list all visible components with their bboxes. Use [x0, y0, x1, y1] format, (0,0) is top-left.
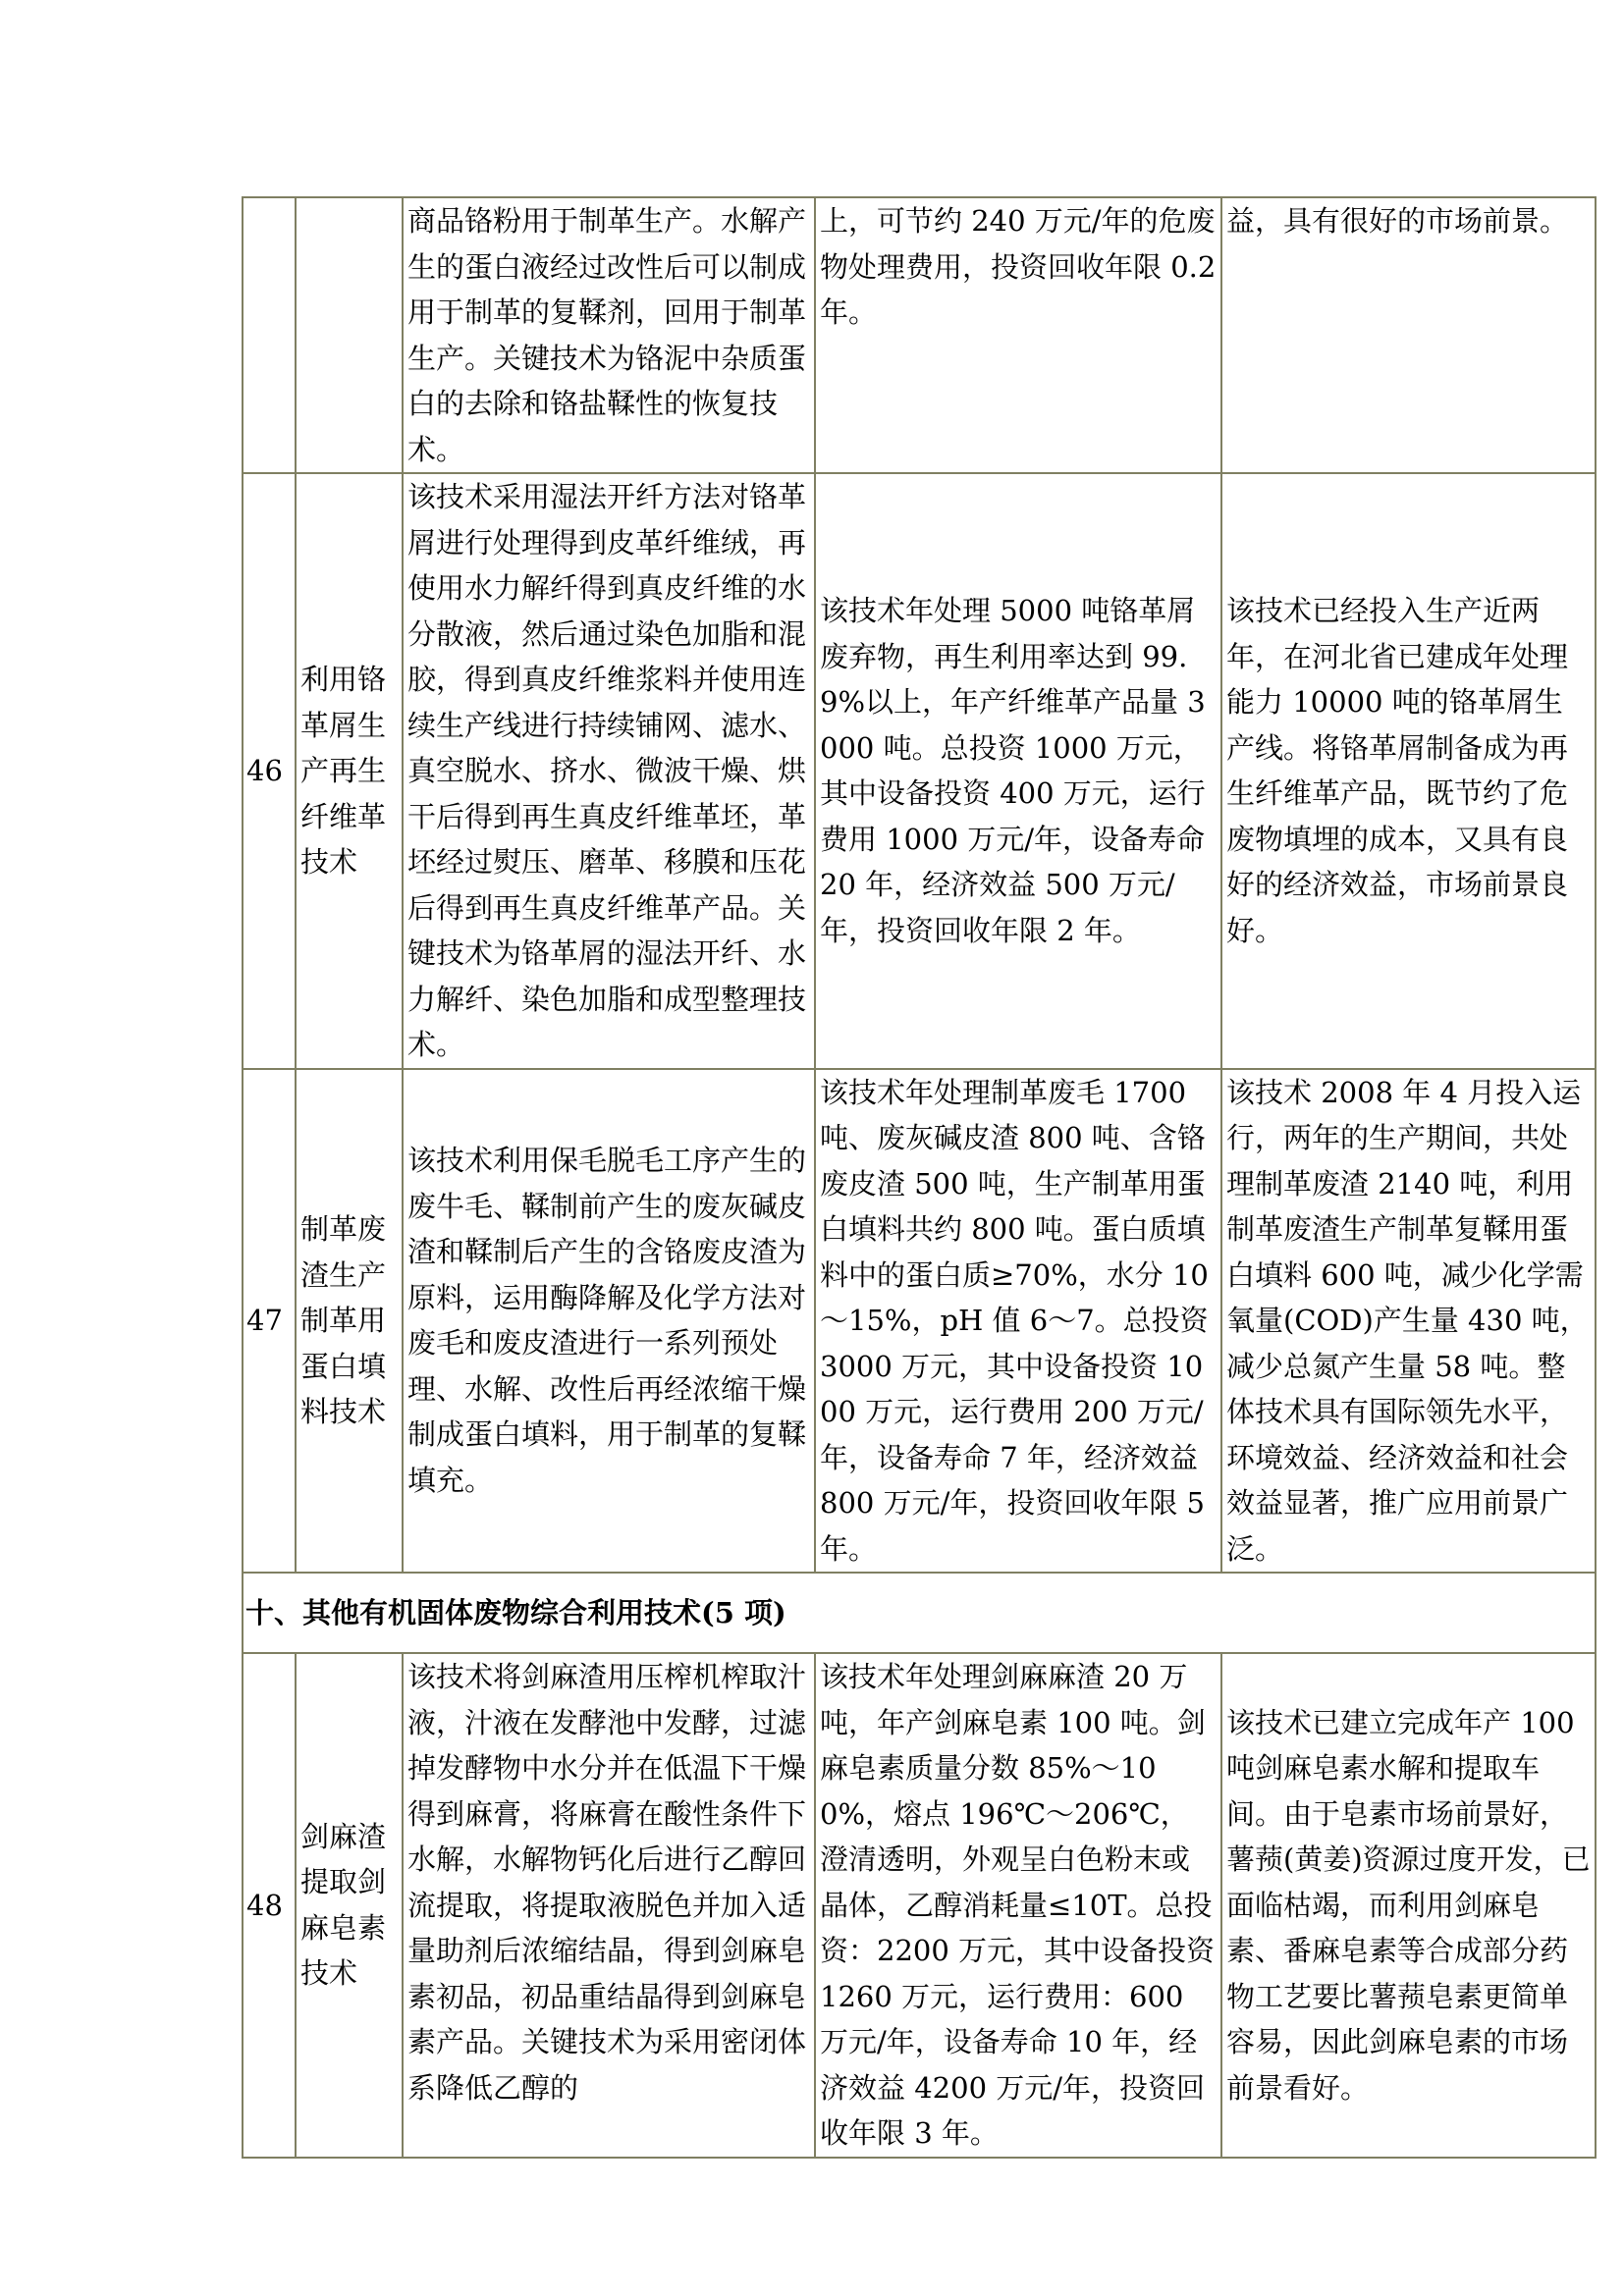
table-row-48	[243, 1653, 1596, 2158]
row-number: 46	[246, 754, 283, 787]
row-number: 47	[246, 1304, 283, 1337]
tech-indicators: 上，可节约 240 万元/年的危废物处理费用，投资回收年限 0.2 年。	[820, 204, 1217, 329]
tech-application-cell	[1221, 473, 1596, 1069]
tech-application: 该技术已经投入生产近两年，在河北省已建成年处理能力 10000 吨的铬革屑生产线。将铬革屑制备成为再生纤维革产品，既节约了危废物填埋的成本，又具有良好的经济效益，市场前景良好。	[1226, 594, 1569, 947]
tech-application: 益，具有很好的市场前景。	[1226, 204, 1569, 238]
section-heading-cell	[243, 1573, 1596, 1653]
tech-indicators-cell	[815, 197, 1221, 473]
tech-indicators: 该技术年处理 5000 吨铬革屑废弃物，再生利用率达到 99.9%以上，年产纤维革产品量 3000 吨。总投资 1000 万元，其中设备投资 400 万元，运行费用 1000 万元/年，设备寿命 20 年，经济效益 500 万元/年，投资回收年限 2 年。	[820, 594, 1206, 947]
tech-description-cell	[403, 473, 815, 1069]
tech-description-cell	[403, 1653, 815, 2158]
tech-application: 该技术 2008 年 4 月投入运行，两年的生产期间，共处理制革废渣 2140 吨，利用制革废渣生产制革复鞣用蛋白填料 600 吨，减少化学需氧量(COD)产生量 430 吨，减少总氮产生量 58 吨。整体技术具有国际领先水平，环境效益、经济效益和社会效益显著，推广应用前景广泛。	[1226, 1075, 1589, 1566]
tech-description: 该技术采用湿法开纤方法对铬革屑进行处理得到皮革纤维绒，再使用水力解纤得到真皮纤维的水分散液，然后通过染色加脂和混胶，得到真皮纤维浆料并使用连续生产线进行持续铺网、滤水、真空脱水、挤水、微波干燥、烘干后得到再生真皮纤维革坯，革坯经过熨压、磨革、移膜和压花后得到再生真皮纤维革产品。关键技术为铬革屑的湿法开纤、水力解纤、染色加脂和成型整理技术。	[407, 480, 807, 1061]
row-number-cell	[243, 1069, 296, 1574]
table-row-continued	[243, 197, 1596, 473]
table-row-47	[243, 1069, 1596, 1574]
tech-name-cell	[296, 473, 403, 1069]
tech-indicators-cell	[815, 1653, 1221, 2158]
section-row	[243, 1573, 1596, 1653]
tech-name-cell	[296, 1069, 403, 1574]
row-number-cell	[243, 197, 296, 473]
row-number-cell	[243, 473, 296, 1069]
tech-application: 该技术已建立完成年产 100 吨剑麻皂素水解和提取车间。由于皂素市场前景好，薯蓣(黄姜)资源过度开发，已面临枯竭，而利用剑麻皂素、番麻皂素等合成部分药物工艺要比薯蓣皂素更简单容易，因此剑麻皂素的市场前景看好。	[1226, 1705, 1591, 2105]
tech-name: 剑麻渣提取剑麻皂素技术	[300, 1819, 387, 1991]
tech-name-cell	[296, 1653, 403, 2158]
technology-table	[242, 196, 1597, 2159]
tech-application-cell	[1221, 1653, 1596, 2158]
tech-description-cell	[403, 1069, 815, 1574]
tech-name: 利用铬革屑生产再生纤维革技术	[300, 663, 387, 879]
table-row-46	[243, 473, 1596, 1069]
tech-indicators: 该技术年处理剑麻麻渣 20 万吨，年产剑麻皂素 100 吨。剑麻皂素质量分数 85%～100%，熔点 196℃～206℃，澄清透明，外观呈白色粉末或晶体，乙醇消耗量≤10T。总投资：2200 万元，其中设备投资 1260 万元，运行费用：600 万元/年，设备寿命 10 年，经济效益 4200 万元/年，投资回收年限 3 年。	[820, 1660, 1216, 2150]
row-number: 48	[246, 1888, 283, 1922]
tech-description: 该技术将剑麻渣用压榨机榨取汁液，汁液在发酵池中发酵，过滤掉发酵物中水分并在低温下干燥得到麻膏，将麻膏在酸性条件下水解，水解物钙化后进行乙醇回流提取，将提取液脱色并加入适量助剂后浓缩结晶，得到剑麻皂素初品，初品重结晶得到剑麻皂素产品。关键技术为采用密闭体系降低乙醇的	[407, 1660, 807, 2105]
row-number-cell	[243, 1653, 296, 2158]
tech-application-cell	[1221, 197, 1596, 473]
tech-indicators-cell	[815, 1069, 1221, 1574]
section-heading: 十、其他有机固体废物综合利用技术(5 项)	[245, 1595, 786, 1629]
tech-description: 商品铬粉用于制革生产。水解产生的蛋白液经过改性后可以制成用于制革的复鞣剂，回用于制革生产。关键技术为铬泥中杂质蛋白的去除和铬盐鞣性的恢复技术。	[407, 204, 807, 466]
tech-name-cell	[296, 197, 403, 473]
tech-indicators: 该技术年处理制革废毛 1700 吨、废灰碱皮渣 800 吨、含铬废皮渣 500 吨，生产制革用蛋白填料共约 800 吨。蛋白质填料中的蛋白质≥70%，水分 10～15%，pH 值 6～7。总投资 3000 万元，其中设备投资 1000 万元，运行费用 200 万元/年，设备寿命 7 年，经济效益 800 万元/年，投资回收年限 5 年。	[820, 1075, 1209, 1566]
tech-description-cell	[403, 197, 815, 473]
tech-indicators-cell	[815, 473, 1221, 1069]
tech-name: 制革废渣生产制革用蛋白填料技术	[300, 1212, 387, 1428]
tech-application-cell	[1221, 1069, 1596, 1574]
tech-description: 该技术利用保毛脱毛工序产生的废牛毛、鞣制前产生的废灰碱皮渣和鞣制后产生的含铬废皮渣为原料，运用酶降解及化学方法对废毛和废皮渣进行一系列预处理、水解、改性后再经浓缩干燥制成蛋白填料，用于制革的复鞣填充。	[407, 1144, 807, 1497]
